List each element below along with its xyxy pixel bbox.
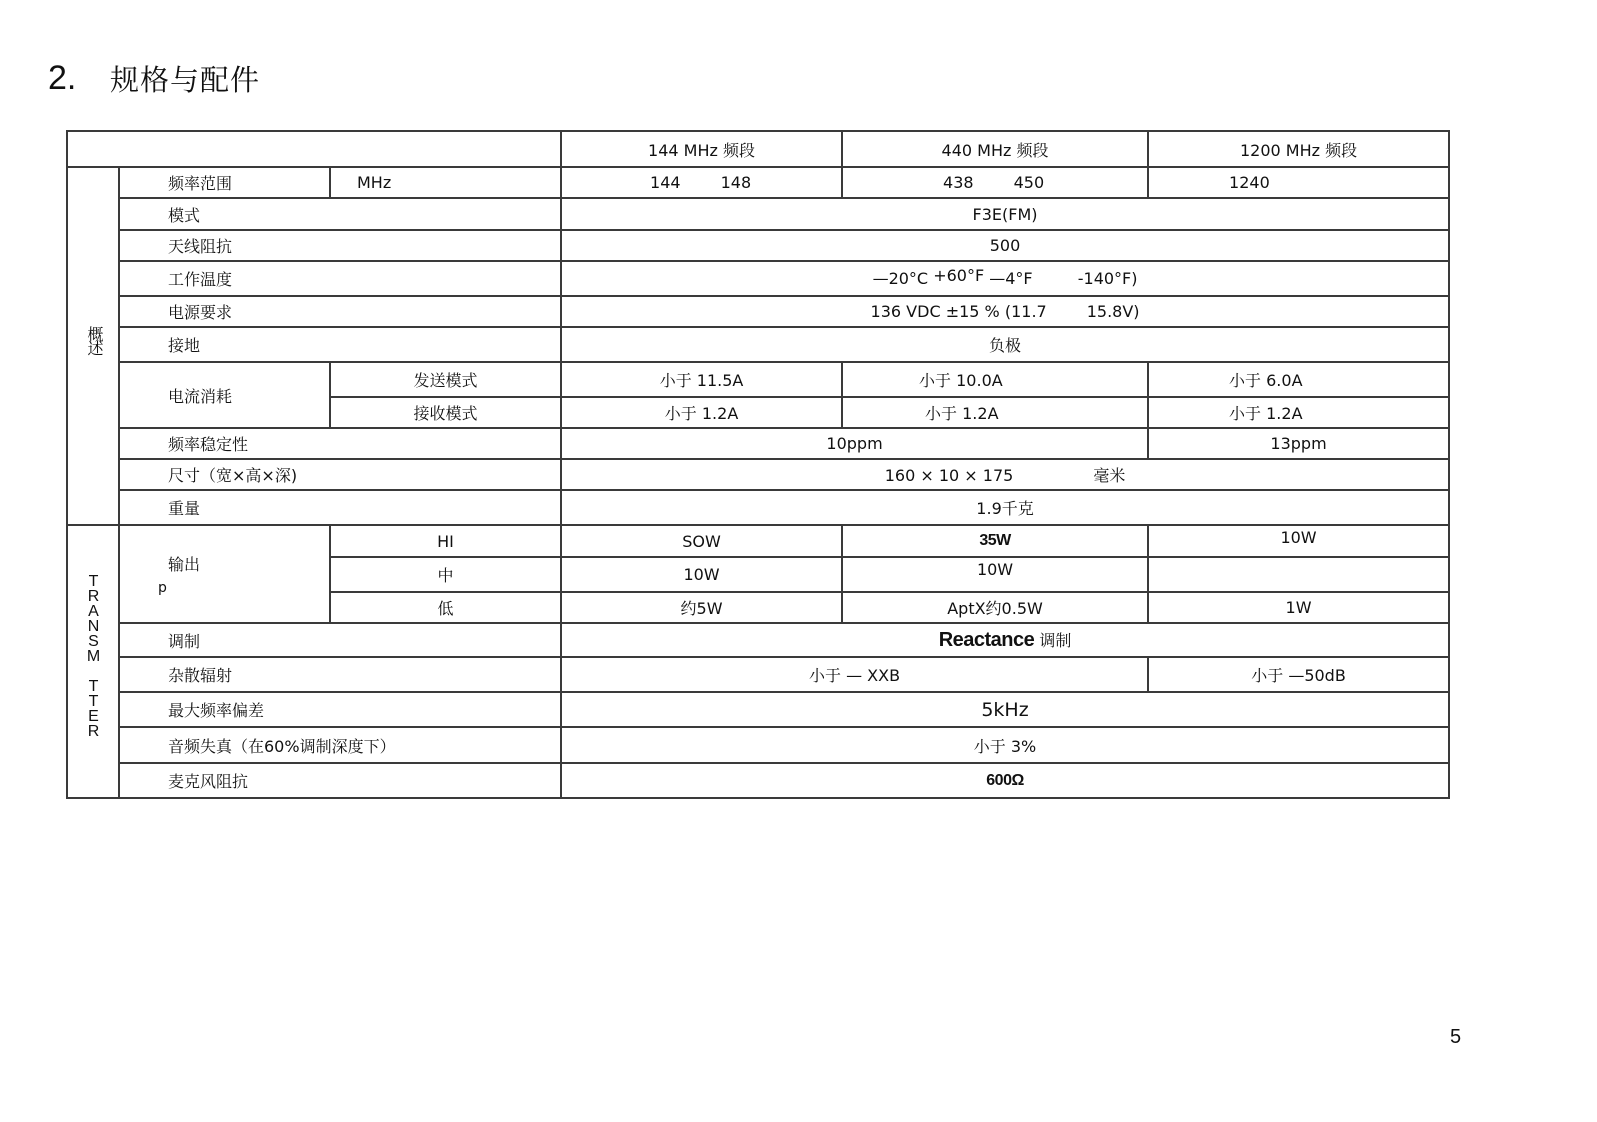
- current-tx-440: 小于 10.0A: [842, 362, 1148, 397]
- row-label: 麦克风阻抗: [119, 763, 561, 798]
- sub-label: 中: [330, 557, 561, 592]
- spurious-144-440: 小于 — XXB: [561, 657, 1148, 692]
- table-row-ground: [67, 327, 1449, 362]
- freq-unit: MHz: [330, 167, 561, 198]
- table-row-current-tx: [67, 362, 1449, 397]
- mode-value: F3E(FM): [561, 198, 1449, 230]
- page-number: 5: [1450, 1026, 1462, 1048]
- table-row-spurious: [67, 657, 1449, 692]
- row-label: 电源要求: [119, 296, 561, 327]
- row-label: 音频失真（在60%调制深度下）: [119, 727, 561, 763]
- output-hi-1200: 10W: [1148, 525, 1449, 557]
- antenna-impedance-value: 500: [561, 230, 1449, 261]
- output-hi-440: 35W: [842, 525, 1148, 557]
- sub-label: 低: [330, 592, 561, 623]
- current-rx-440: 小于 1.2A: [842, 397, 1148, 428]
- table-row-audio-distortion: [67, 727, 1449, 763]
- dimensions-value: 160 × 10 × 175 毫米: [561, 459, 1449, 490]
- output-mid-440: 10W: [842, 557, 1148, 592]
- operating-temp-value: —20°C +60°F —4°F -140°F): [561, 261, 1449, 296]
- output-mid-144: 10W: [561, 557, 842, 592]
- spec-table: [66, 130, 1450, 799]
- freq-144: 144 148: [561, 167, 842, 198]
- section-title: 规格与配件: [110, 62, 261, 97]
- freq-440: 438 450: [842, 167, 1148, 198]
- row-label: 最大频率偏差: [119, 692, 561, 727]
- output-hi-144: SOW: [561, 525, 842, 557]
- modulation-value: Reactance 调制: [561, 623, 1449, 657]
- section-label-transmitter: TRANSM TTER: [67, 525, 119, 798]
- output-low-1200: 1W: [1148, 592, 1449, 623]
- row-label: 尺寸（宽×高×深): [119, 459, 561, 490]
- row-label: 接地: [119, 327, 561, 362]
- table-row-freq-range: [67, 167, 1449, 198]
- current-tx-144: 小于 11.5A: [561, 362, 842, 397]
- row-label: 调制: [119, 623, 561, 657]
- row-label: 模式: [119, 198, 561, 230]
- sub-label: HI: [330, 525, 561, 557]
- output-low-144: 约5W: [561, 592, 842, 623]
- table-row-max-deviation: [67, 692, 1449, 727]
- mic-impedance-value: 600Ω: [561, 763, 1449, 798]
- weight-value: 1.9千克: [561, 490, 1449, 525]
- ground-value: 负极: [561, 327, 1449, 362]
- sub-label: 接收模式: [330, 397, 561, 428]
- sub-label: 发送模式: [330, 362, 561, 397]
- row-label: 杂散辐射: [119, 657, 561, 692]
- row-label: 频率范围: [119, 167, 330, 198]
- current-rx-144: 小于 1.2A: [561, 397, 842, 428]
- table-row-power-req: [67, 296, 1449, 327]
- table-row-output-hi: [67, 525, 1449, 557]
- output-low-440: AptX约0.5W: [842, 592, 1148, 623]
- row-label: 天线阻抗: [119, 230, 561, 261]
- row-label: 电流消耗: [119, 362, 330, 428]
- section-label-general: 概述: [67, 167, 119, 525]
- table-row-freq-stability: [67, 428, 1449, 459]
- column-header-1200: 1200 MHz 频段: [1148, 131, 1449, 167]
- freq-stability-1200: 13ppm: [1148, 428, 1449, 459]
- row-label: 频率稳定性: [119, 428, 561, 459]
- table-row-weight: [67, 490, 1449, 525]
- table-row-antenna-impedance: [67, 230, 1449, 261]
- audio-distortion-value: 小于 3%: [561, 727, 1449, 763]
- table-row-operating-temp: [67, 261, 1449, 296]
- table-header-row: [67, 131, 1449, 167]
- max-deviation-value: 5kHz: [561, 692, 1449, 727]
- header-blank-cell: [67, 131, 561, 167]
- freq-stability-144-440: 10ppm: [561, 428, 1148, 459]
- freq-1200: 1240: [1148, 167, 1449, 198]
- table-row-dimensions: [67, 459, 1449, 490]
- section-number: 2.: [48, 58, 77, 97]
- current-tx-1200: 小于 6.0A: [1148, 362, 1449, 397]
- current-rx-1200: 小于 1.2A: [1148, 397, 1449, 428]
- row-label: 工作温度: [119, 261, 561, 296]
- table-row-mode: [67, 198, 1449, 230]
- power-req-value: 136 VDC ±15 % (11.7 15.8V): [561, 296, 1449, 327]
- column-header-440: 440 MHz 频段: [842, 131, 1148, 167]
- page-heading: [48, 56, 260, 100]
- row-label: 重量: [119, 490, 561, 525]
- output-mid-1200: [1148, 557, 1449, 592]
- spurious-1200: 小于 —50dB: [1148, 657, 1449, 692]
- table-row-modulation: [67, 623, 1449, 657]
- row-label: 输出 p: [119, 525, 330, 623]
- column-header-144: 144 MHz 频段: [561, 131, 842, 167]
- table-row-mic-impedance: [67, 763, 1449, 798]
